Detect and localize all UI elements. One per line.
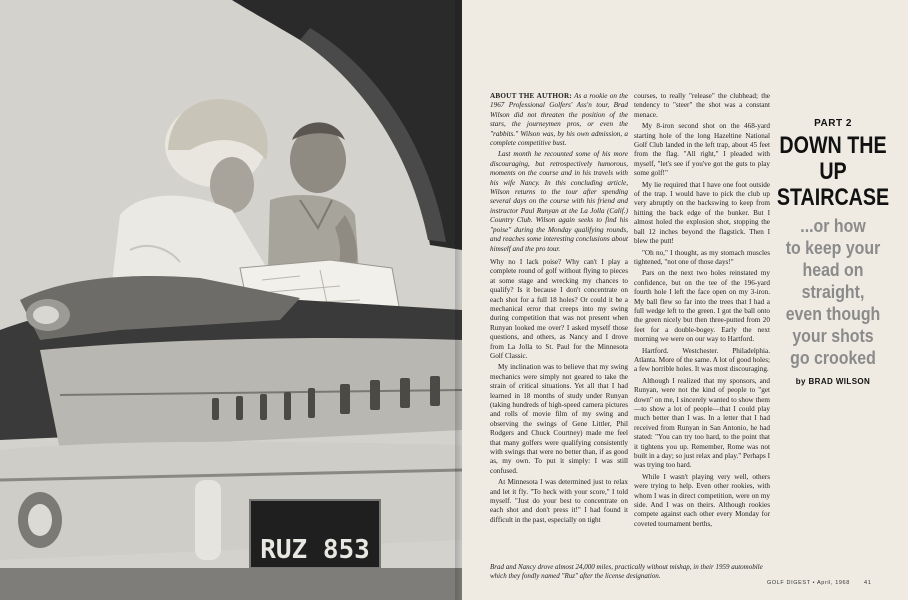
article-title-block — [758, 118, 908, 386]
body-paragraph: courses, to really "release" the clubhead; the tendency to "steer" the shot was a constant menace. — [634, 92, 770, 119]
subhead-line: head on — [802, 259, 864, 280]
subhead-line: ...or how — [800, 215, 866, 236]
about-text: As a rookie on the 1967 Professional Golfers' Ass'n tour, Brad Wilson did not threaten the position of the stars, the journeymen pros, or even the "rabbits." Wilson was, by his own admission, a complete competitive bust. — [490, 92, 628, 148]
headline-line: STAIRCASE — [776, 184, 890, 211]
photo-caption: Brad and Nancy drove almost 24,000 miles, practically without mishap, in their 1959 automobile which they fondly named "Ruz" after the license designation. — [490, 563, 763, 580]
body-paragraph: Hartford. Westchester. Philadelphia. Atlanta. More of the same. A lot of good holes; a few horrible holes. It was most discouraging. — [634, 346, 770, 374]
headline-line: DOWN THE — [779, 132, 887, 159]
about-the-author — [490, 92, 628, 148]
page-folio: GOLF DIGEST • April, 1968 41 — [767, 580, 872, 586]
body-paragraph: My 8-iron second shot on the 468-yard starting hole of the long Hazeltine National Golf Club landed in the left trap, about 45 feet from the flag. "All right," I pleaded with myself, "let's see if you've got the guts to play some golf!" — [634, 122, 770, 178]
folio-magazine: GOLF DIGEST — [767, 580, 811, 586]
byline: by BRAD WILSON — [795, 377, 871, 386]
subhead — [769, 215, 898, 369]
headline-line: UP — [819, 158, 847, 185]
license-plate-text: RUZ 853 — [260, 535, 370, 565]
headline — [772, 133, 895, 211]
text-column-1 — [490, 92, 628, 527]
intro-paragraph: Last month he recounted some of his more discouraging, but retrospectively humorous, moments on the course and in his travels with his wife Nancy. In this concluding article, Wilson returns to the tour after spending several days on the course with his friend and instructor Paul Runyan at the La Jolla (Calif.) Country Club. Wilson again seeks to find his "poise" during the Monday qualifying rounds, and reaches some interesting conclusions about himself and the pro tour. — [490, 150, 628, 253]
body-paragraph: My lie required that I have one foot outside of the trap. I would have to pick the club up very abruptly on the backswing to keep from hitting the back edge of the bunker. But I almost holed the explosion shot, stopping the ball 12 inches beyond the flagstick. Then I blew the putt! — [634, 180, 770, 246]
about-label: ABOUT THE AUTHOR: — [490, 92, 572, 100]
body-paragraph: Why no I lack poise? Why can't I play a complete round of golf without flying to pieces at some stage and wrecking my chances to qualify? Is it because I don't concentrate on each shot for a full 18 holes? Or could it be a mechanical error that creeps into my swing during competition that was not present when Runyan looked me over? I asked myself those questions, and others, as Nancy and I drove from La Jolla to St. Paul for the Minnesota Golf Classic. — [490, 257, 628, 360]
subhead-line: go crooked — [790, 347, 876, 368]
subhead-line: straight, — [801, 281, 865, 302]
body-paragraph: My inclination was to believe that my swing mechanics were simply not geared to take the strain of critical situations. Yet all that I had learned in 18 months of study under Runyan (taking hundreds of high-speed camera pictures and rolls of movie film of my swing and observing the swings of Gene Littler, Phil Rodgers and Chuck Courtney) made me feel that many golfers were qualifying consistently with swings that were no better than, if as good as, my own. To put it simply: I was still confused. — [490, 363, 628, 475]
subhead-line: your shots — [792, 325, 874, 346]
body-paragraph: Pars on the next two holes reinstated my confidence, but on the tee of the 196-yard fourth hole I left the face open on my 3-iron. My ball flew so far into the trees that I had a full wedge left to the green. I got the ball onto the green nicely but then three-putted from 20 feet for a double-bogey. Early the next morning we were on our way to Hartford. — [634, 269, 770, 344]
folio-page-number: 41 — [864, 580, 872, 586]
folio-date: April, 1968 — [816, 580, 850, 586]
part-label: PART 2 — [814, 118, 852, 129]
text-column-2 — [634, 92, 770, 531]
body-paragraph: Although I realized that my sponsors, and Runyan, were not the kind of people to "get down" on me, I sincerely wanted to show them—to show a lot of people—that I could play much better than I was. In a letter that I had received from Runyan in San Antonio, he had stated: "You can try too hard, to the point that it tightens you up. Remember, Rome was not built in a day; so just relax and play." Perhaps I was trying too hard. — [634, 376, 770, 470]
article-page — [462, 0, 908, 600]
body-paragraph: "Oh no," I thought, as my stomach muscles tightened, "not one of those days!" — [634, 248, 770, 266]
subhead-line: even though — [785, 303, 881, 324]
body-paragraph: At Minnesota I was determined just to relax and let it fly. "To heck with your score," I told myself. "Just do your best to concentrate on each shot and don't press it!" I had found it difficult in the past, especially on tight — [490, 478, 628, 524]
body-paragraph: While I wasn't playing very well, others were trying to help. Even other rookies, with whom I was in direct competition, were on my side. And I was on theirs. Although rookies compete against each other every Monday for coveted tournament berths, — [634, 472, 770, 528]
subhead-line: to keep your — [785, 237, 881, 258]
